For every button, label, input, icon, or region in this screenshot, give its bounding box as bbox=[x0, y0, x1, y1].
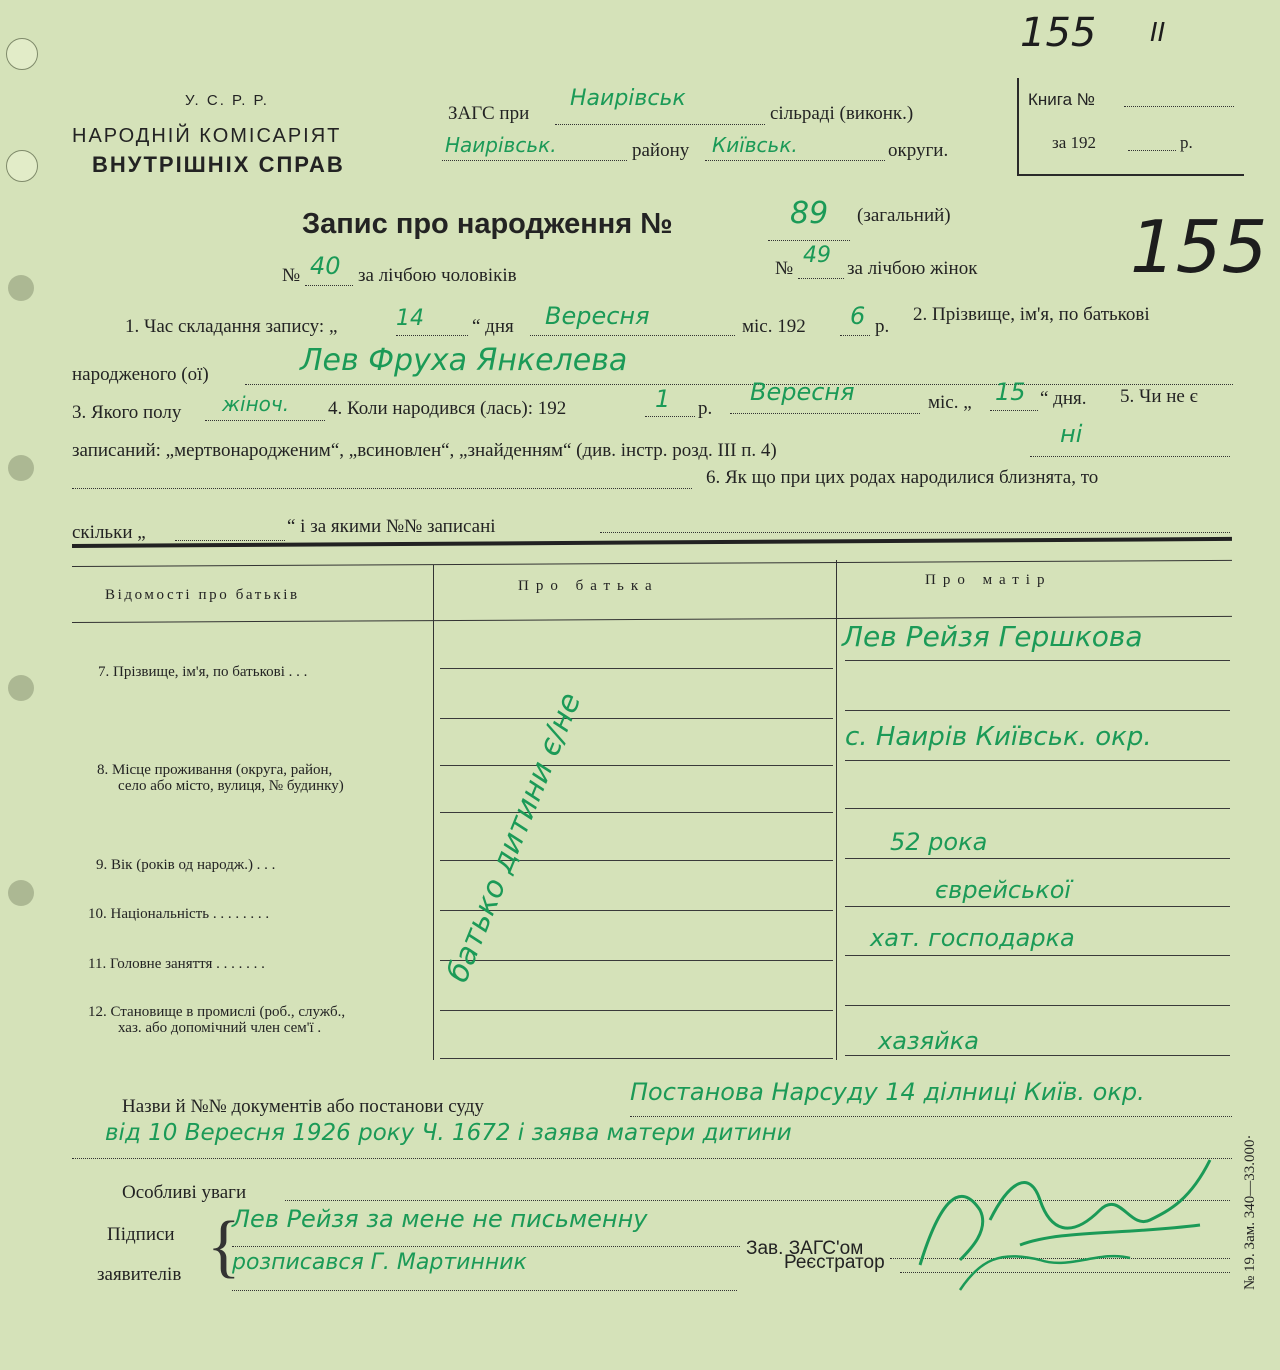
f1-day-label: “ дня bbox=[472, 316, 514, 337]
women-label: за лічбою жінок bbox=[847, 258, 978, 279]
pencil-top-number: 155 bbox=[1020, 10, 1097, 56]
field2-label: 2. Прізвище, ім'я, по батькові bbox=[913, 304, 1150, 325]
zags-prefix: ЗАГС при bbox=[448, 103, 530, 124]
district-label: району bbox=[632, 140, 690, 161]
binder-hole bbox=[8, 675, 34, 701]
ministry-heading: ВНУТРІШНІХ СПРАВ bbox=[92, 152, 345, 177]
women-prefix: № bbox=[775, 258, 794, 279]
registrar-label: Реєстратор bbox=[784, 1252, 885, 1273]
row-10-label: 10. Національність . . . . . . . . bbox=[88, 906, 270, 922]
mother-residence-handwritten: с. Наирів Київськ. окр. bbox=[845, 722, 1152, 752]
field1-label: 1. Час складання запису: „ bbox=[125, 316, 338, 337]
notes-label: Особливі уваги bbox=[122, 1182, 247, 1203]
men-prefix: № bbox=[282, 265, 301, 286]
applicants-label: заявителів bbox=[97, 1264, 182, 1285]
book-label: Книга № bbox=[1028, 90, 1096, 109]
row-12-label: 12. Становище в промислі (роб., служб., bbox=[88, 1004, 346, 1020]
birth-month-handwritten: Вересня bbox=[750, 378, 855, 406]
documents-label: Назви й №№ документів або постанови суду bbox=[122, 1096, 484, 1117]
field6-label: 6. Як що при цих родах народилися близнята, то bbox=[706, 467, 1099, 488]
row-12-label-cont: хаз. або допомічний член сем'ї . bbox=[118, 1020, 322, 1036]
sex-handwritten: жіноч. bbox=[222, 392, 290, 416]
birth-year-handwritten: 1 bbox=[655, 385, 671, 413]
field5-text: записаний: „мертвонародженим“, „всиновлен“, „знайденням“ (див. інстр. розд. III п. 4) bbox=[72, 440, 777, 461]
f1-r: р. bbox=[875, 316, 890, 337]
book-year-label: за 192 bbox=[1052, 133, 1097, 152]
zags-village-handwritten: Наирівськ bbox=[570, 86, 686, 111]
f4-month-label: міс. „ bbox=[928, 392, 972, 413]
row-9-label: 9. Вік (років од народж.) . . . bbox=[96, 857, 276, 873]
row-7-label: 7. Прізвище, ім'я, по батькові . . . bbox=[98, 664, 308, 680]
f1-year-label: міс. 192 bbox=[742, 316, 806, 337]
mother-age-handwritten: 52 рока bbox=[890, 828, 988, 856]
pencil-side-number: 155 bbox=[1130, 205, 1268, 289]
binder-hole-ring bbox=[6, 150, 38, 182]
signature-line2-handwritten: розписався Г. Мартинник bbox=[232, 1250, 527, 1275]
commissariat-heading: НАРОДНІЙ КОМІСАРІЯТ bbox=[72, 125, 342, 147]
table-divider-2 bbox=[836, 560, 837, 1060]
men-number-handwritten: 40 bbox=[310, 252, 341, 280]
general-label: (загальний) bbox=[857, 205, 951, 226]
mother-name-handwritten: Лев Рейзя Гершкова bbox=[842, 620, 1143, 653]
binder-hole bbox=[8, 275, 34, 301]
col-mother-header: Про матір bbox=[925, 572, 1052, 588]
men-label: за лічбою чоловіків bbox=[358, 265, 517, 286]
f4-day-label: “ дня. bbox=[1040, 388, 1087, 409]
birth-day-handwritten: 15 bbox=[995, 378, 1026, 406]
field4-label: 4. Коли народився (лась): 192 bbox=[328, 398, 567, 419]
mother-occupation-handwritten: хат. господарка bbox=[870, 924, 1075, 952]
f1-month-handwritten: Вересня bbox=[545, 302, 650, 330]
binder-hole bbox=[8, 880, 34, 906]
col-parents-header: Відомості про батьків bbox=[105, 587, 300, 603]
f6-numbers-label: “ і за якими №№ записані bbox=[287, 516, 496, 537]
record-number-handwritten: 89 bbox=[790, 196, 829, 231]
mother-position-handwritten: хазяйка bbox=[878, 1027, 979, 1055]
f1-day-handwritten: 14 bbox=[396, 306, 424, 331]
record-title: Запис про народження № bbox=[302, 208, 673, 240]
f5-answer-handwritten: ні bbox=[1060, 420, 1083, 448]
f4-r: р. bbox=[698, 398, 713, 419]
row-8-label-cont: село або місто, вулиця, № будинку) bbox=[118, 778, 344, 794]
row-8-label: 8. Місце проживання (округа, район, bbox=[97, 762, 333, 778]
mother-nationality-handwritten: єврейської bbox=[935, 876, 1072, 904]
field3-label: 3. Якого полу bbox=[72, 402, 182, 423]
born-label: народженого (ої) bbox=[72, 364, 209, 385]
field5-label: 5. Чи не є bbox=[1120, 386, 1198, 407]
f1-year-handwritten: 6 bbox=[850, 302, 866, 330]
father-note-handwritten: батько дитини є/не bbox=[440, 687, 589, 988]
binder-hole bbox=[8, 455, 34, 481]
side-print: № 19. Зам. 340—33.000· bbox=[1242, 1134, 1258, 1290]
state-abbrev: У. С. Р. Р. bbox=[185, 92, 269, 109]
documents-line2-handwritten: від 10 Вересня 1926 року Ч. 1672 і заява матери дитини bbox=[105, 1120, 792, 1146]
women-number-handwritten: 49 bbox=[803, 243, 831, 268]
col-father-header: Про батька bbox=[518, 578, 659, 594]
table-top-rule bbox=[72, 537, 1232, 548]
signature-brace: { bbox=[207, 1208, 241, 1285]
signatures-label: Підписи bbox=[107, 1224, 175, 1245]
book-year-suffix: р. bbox=[1180, 133, 1193, 152]
signature-line1-handwritten: Лев Рейзя за мене не письменну bbox=[232, 1205, 648, 1233]
pencil-top-mark: II bbox=[1150, 18, 1166, 48]
f6-count-label: скільки „ bbox=[72, 522, 146, 543]
binder-hole-ring bbox=[6, 38, 38, 70]
okrug-label: округи. bbox=[888, 140, 949, 161]
district-handwritten: Наирівськ. bbox=[445, 133, 557, 157]
row-11-label: 11. Головне заняття . . . . . . . bbox=[88, 956, 265, 972]
table-divider-1 bbox=[433, 565, 434, 1060]
child-name-handwritten: Лев Фруха Янкелева bbox=[300, 343, 628, 378]
selrada-label: сільраді (виконк.) bbox=[770, 103, 914, 124]
zags-head-label: Зав. ЗАГС'ом bbox=[746, 1238, 864, 1259]
documents-line1-handwritten: Постанова Нарсуду 14 ділниці Київ. окр. bbox=[630, 1078, 1145, 1106]
okrug-handwritten: Київськ. bbox=[712, 133, 798, 157]
zags-head-signature bbox=[900, 1140, 1240, 1300]
